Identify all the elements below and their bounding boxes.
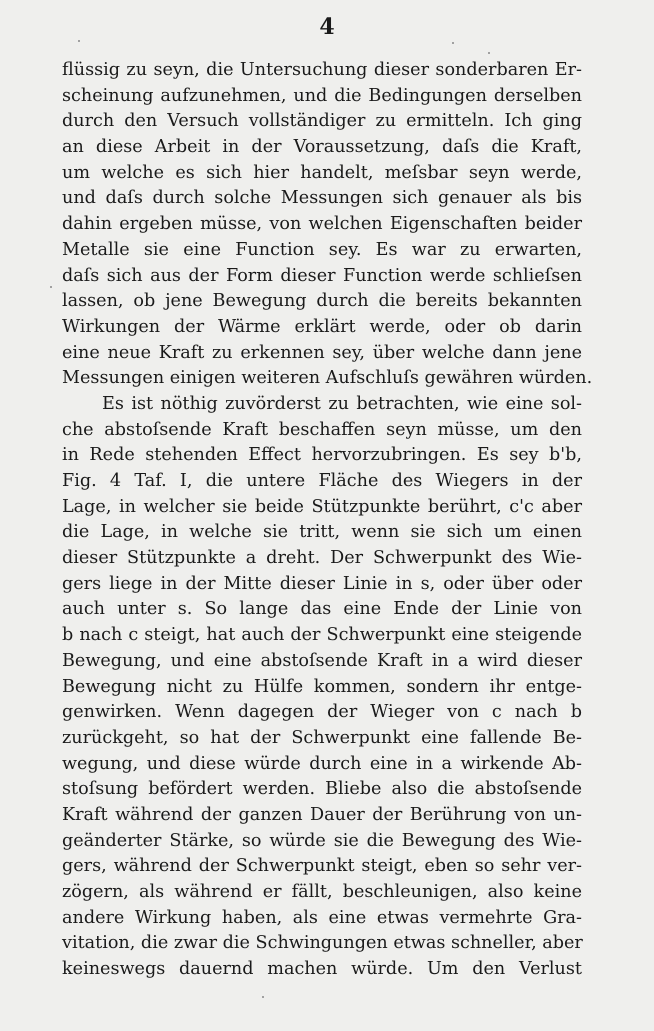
text-line: Bewegung nicht zu Hülfe kommen, sondern ihr entge- <box>62 676 582 697</box>
paper-speck <box>488 52 490 54</box>
text-line: und daſs durch solche Messungen sich genauer als bis <box>62 188 582 209</box>
text-line: stoſsung befördert werden. Bliebe also die abstoſsende <box>62 779 582 800</box>
page-number: 4 <box>319 14 335 40</box>
text-line: an diese Arbeit in der Voraussetzung, daſs die Kraft, <box>62 137 582 158</box>
text-line: lassen, ob jene Bewegung durch die bereits bekannten <box>62 291 582 312</box>
body-text <box>62 58 593 983</box>
text-line: in Rede stehenden Effect hervorzubringen. Es sey b'b, <box>62 445 582 466</box>
paper-speck <box>78 40 80 42</box>
text-line: b nach c steigt, hat auch der Schwerpunkt eine steigende <box>62 625 582 646</box>
text-line: flüssig zu seyn, die Untersuchung dieser sonderbaren Er- <box>62 60 582 80</box>
text-line: genwirken. Wenn dagegen der Wieger von c nach b <box>62 702 582 723</box>
text-line: geänderter Stärke, so würde sie die Bewegung des Wie- <box>62 830 582 851</box>
text-line: die Lage, in welche sie tritt, wenn sie sich um einen <box>62 522 582 543</box>
text-line: auch unter s. So lange das eine Ende der Linie von <box>62 599 582 620</box>
text-line: Lage, in welcher sie beide Stützpunkte berührt, c'c aber <box>62 496 582 517</box>
text-line: Messungen einigen weiteren Aufschluſs gewähren würden. <box>62 368 593 389</box>
paper-speck <box>262 996 264 998</box>
text-line: Wirkungen der Wärme erklärt werde, oder ob darin <box>62 316 582 337</box>
text-line: durch den Versuch vollständiger zu ermitteln. Ich ging <box>62 111 582 132</box>
text-line: andere Wirkung haben, als eine etwas vermehrte Gra- <box>62 907 582 928</box>
text-line: Fig. 4 Taf. I, die untere Fläche des Wiegers in der <box>62 471 582 491</box>
text-line: Es ist nöthig zuvörderst zu betrachten, wie eine sol- <box>102 393 582 414</box>
text-line: zurückgeht, so hat der Schwerpunkt eine fallende Be- <box>62 727 582 748</box>
text-line: che abstoſsende Kraft beschaffen seyn müsse, um den <box>62 419 582 440</box>
text-line: wegung, und diese würde durch eine in a wirkende Ab- <box>62 753 582 774</box>
text-line: Kraft während der ganzen Dauer der Berührung von un- <box>62 804 582 825</box>
text-line: daſs sich aus der Form dieser Function werde schlieſsen <box>62 265 582 286</box>
text-line: scheinung aufzunehmen, und die Bedingungen derselben <box>62 85 582 106</box>
text-line: eine neue Kraft zu erkennen sey, über welche dann jene <box>62 342 582 363</box>
text-line: gers, während der Schwerpunkt steigt, eben so sehr ver- <box>62 856 582 877</box>
text-line: Metalle sie eine Function sey. Es war zu erwarten, <box>62 239 582 260</box>
paper-speck <box>50 286 52 288</box>
text-line: gers liege in der Mitte dieser Linie in s, oder über oder <box>62 573 582 594</box>
text-line: zögern, als während er fällt, beschleunigen, also keine <box>62 882 582 902</box>
paper-speck <box>452 42 454 44</box>
text-line: dahin ergeben müsse, von welchen Eigenschaften beider <box>62 214 582 235</box>
text-line: keineswegs dauernd machen würde. Um den Verlust <box>62 959 582 980</box>
text-line: dieser Stützpunkte a dreht. Der Schwerpunkt des Wie- <box>62 548 582 569</box>
text-line: um welche es sich hier handelt, meſsbar seyn werde, <box>62 162 582 183</box>
text-line: vitation, die zwar die Schwingungen etwas schneller, aber <box>62 933 583 954</box>
text-line: Bewegung, und eine abstoſsende Kraft in a wird dieser <box>62 650 582 671</box>
